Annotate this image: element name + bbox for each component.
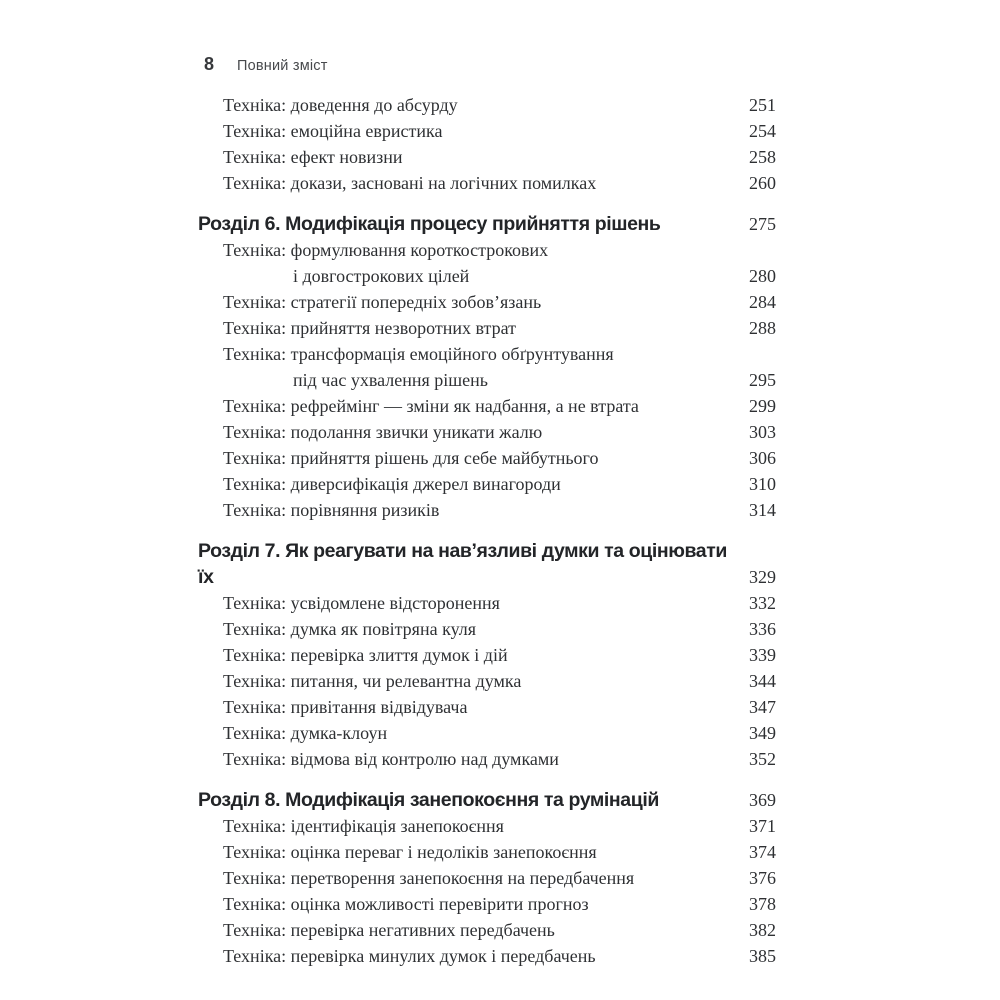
- folio-page-number: 8: [204, 54, 215, 74]
- toc-entry-title: Техніка: формулювання короткострокових і довгострокових цілей: [223, 240, 549, 286]
- toc-entry-page: 260: [749, 173, 776, 193]
- toc-entry: [198, 616, 776, 642]
- toc-section: [198, 538, 776, 772]
- toc-entry-page: 378: [749, 894, 776, 914]
- toc-entry-page: 385: [749, 946, 776, 966]
- toc-entry: [198, 891, 776, 917]
- toc-entry-page: 336: [749, 619, 776, 639]
- toc-entry: [198, 865, 776, 891]
- toc-entry-title: Техніка: порівняння ризиків: [223, 500, 440, 520]
- toc-entry-title: Техніка: докази, засновані на логічних помилках: [223, 173, 597, 193]
- toc-entry-page: 254: [749, 121, 776, 141]
- toc-entry: [198, 118, 776, 144]
- toc-entry-page: 352: [749, 749, 776, 769]
- toc-entry-title: Техніка: перетворення занепокоєння на передбачення: [223, 868, 635, 888]
- running-head-title: Повний зміст: [237, 58, 328, 74]
- toc-entry-page: 339: [749, 645, 776, 665]
- toc-entry: [198, 694, 776, 720]
- toc-entry: [198, 289, 776, 315]
- section-heading-page: 369: [749, 790, 776, 810]
- toc-entry-page: 288: [749, 318, 776, 338]
- toc-entry: [198, 720, 776, 746]
- toc-entry-title: Техніка: диверсифікація джерел винагороди: [223, 474, 561, 494]
- toc-entry: [198, 341, 776, 393]
- toc-entry-title: Техніка: ефект новизни: [223, 147, 403, 167]
- toc-entry-page: 332: [749, 593, 776, 613]
- toc-entry-page: 306: [749, 448, 776, 468]
- toc-entry-title: Техніка: рефреймінг — зміни як надбання, а не втрата: [223, 396, 639, 416]
- toc-entry-page: 310: [749, 474, 776, 494]
- toc-entry-title: Техніка: прийняття рішень для себе майбутнього: [223, 448, 599, 468]
- section-heading-title: Розділ 6. Модифікація процесу прийняття рішень: [198, 213, 661, 235]
- section-entries: [198, 590, 776, 772]
- toc-entry-title: Техніка: трансформація емоційного обґрунтування під час ухвалення рішень: [223, 344, 614, 390]
- section-heading: [198, 211, 776, 237]
- toc-entry: [198, 237, 776, 289]
- toc-entry: [198, 813, 776, 839]
- toc-entry-title: Техніка: питання, чи релевантна думка: [223, 671, 522, 691]
- toc: [198, 92, 776, 969]
- toc-entry-page: 295: [749, 370, 776, 390]
- toc-entry: [198, 419, 776, 445]
- toc-entry-title: Техніка: стратегії попередніх зобов’язань: [223, 292, 542, 312]
- toc-entry-page: 299: [749, 396, 776, 416]
- toc-entry-page: 347: [749, 697, 776, 717]
- toc-entry-page: 371: [749, 816, 776, 836]
- toc-entry: [198, 170, 776, 196]
- running-head: [204, 54, 328, 75]
- toc-entry: [198, 144, 776, 170]
- section-heading-page: 329: [749, 567, 776, 587]
- toc-section: [198, 211, 776, 523]
- section-entries: [198, 92, 776, 196]
- section-heading: [198, 787, 776, 813]
- toc-entry: [198, 917, 776, 943]
- toc-entry: [198, 668, 776, 694]
- toc-entry: [198, 642, 776, 668]
- toc-entry-title: Техніка: думка як повітряна куля: [223, 619, 477, 639]
- toc-entry: [198, 839, 776, 865]
- toc-entry-title: Техніка: доведення до абсурду: [223, 95, 458, 115]
- toc-entry: [198, 92, 776, 118]
- toc-entry-page: 374: [749, 842, 776, 862]
- section-entries: [198, 813, 776, 969]
- toc-entry-title: Техніка: перевірка минулих думок і передбачень: [223, 946, 596, 966]
- section-entries: [198, 237, 776, 523]
- toc-entry: [198, 746, 776, 772]
- toc-entry-page: 303: [749, 422, 776, 442]
- toc-section: [198, 92, 776, 196]
- toc-entry-page: 349: [749, 723, 776, 743]
- toc-entry-page: 251: [749, 95, 776, 115]
- toc-entry-title: Техніка: оцінка можливості перевірити прогноз: [223, 894, 589, 914]
- toc-entry: [198, 590, 776, 616]
- toc-entry: [198, 445, 776, 471]
- toc-entry-page: 284: [749, 292, 776, 312]
- toc-entry-title: Техніка: перевірка злиття думок і дій: [223, 645, 508, 665]
- toc-section: [198, 787, 776, 969]
- section-heading-title: Розділ 7. Як реагувати на нав’язливі думки та оцінювати їх: [198, 540, 727, 588]
- toc-entry-page: 280: [749, 266, 776, 286]
- toc-entry-title: Техніка: перевірка негативних передбачень: [223, 920, 555, 940]
- toc-entry-title: Техніка: думка-клоун: [223, 723, 388, 743]
- toc-entry-title: Техніка: привітання відвідувача: [223, 697, 468, 717]
- toc-entry: [198, 497, 776, 523]
- toc-entry-title: Техніка: усвідомлене відсторонення: [223, 593, 500, 613]
- toc-entry-title: Техніка: прийняття незворотних втрат: [223, 318, 516, 338]
- toc-entry-title: Техніка: емоційна евристика: [223, 121, 443, 141]
- toc-entry: [198, 471, 776, 497]
- section-heading-page: 275: [749, 214, 776, 234]
- toc-entry: [198, 943, 776, 969]
- toc-entry-page: 376: [749, 868, 776, 888]
- section-heading: [198, 538, 776, 590]
- toc-entry-page: 382: [749, 920, 776, 940]
- section-heading-title: Розділ 8. Модифікація занепокоєння та румінацій: [198, 789, 659, 811]
- toc-entry-title: Техніка: оцінка переваг і недоліків занепокоєння: [223, 842, 597, 862]
- toc-entry: [198, 315, 776, 341]
- toc-entry-title: Техніка: подолання звички уникати жалю: [223, 422, 543, 442]
- toc-entry-title: Техніка: ідентифікація занепокоєння: [223, 816, 504, 836]
- toc-entry-title: Техніка: відмова від контролю над думками: [223, 749, 559, 769]
- toc-entry-page: 314: [749, 500, 776, 520]
- toc-entry-page: 344: [749, 671, 776, 691]
- toc-entry: [198, 393, 776, 419]
- toc-entry-page: 258: [749, 147, 776, 167]
